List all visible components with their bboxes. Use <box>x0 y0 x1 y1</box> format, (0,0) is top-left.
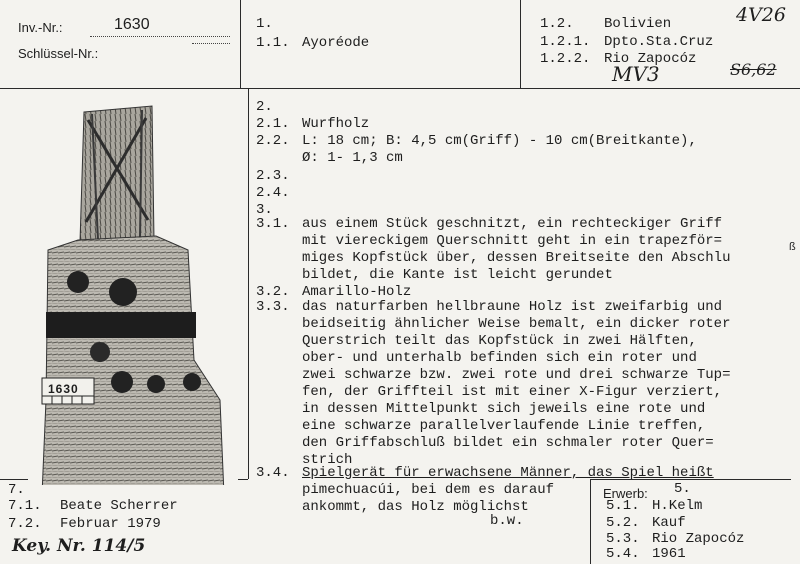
key-label: Schlüssel-Nr.: <box>18 46 99 61</box>
description-line: bildet, die Kante ist leicht gerundet <box>302 267 613 283</box>
field-number: 7.2. <box>8 516 42 532</box>
dimensions-line-2: Ø: 1- 1,3 cm <box>302 150 403 166</box>
material: Amarillo-Holz <box>302 284 412 300</box>
painting-line: zwei schwarze bzw. zwei rote und drei schwarze Tup= <box>302 367 731 383</box>
handwritten-code-top: 4V26 <box>736 4 786 26</box>
description-line: aus einem Stück geschnitzt, ein rechteckiger Griff <box>302 216 723 232</box>
country: Bolivien <box>604 16 672 32</box>
field-number: 1.2. <box>540 16 574 32</box>
field-number: 3.4. <box>256 465 290 481</box>
usage-line: pimechuacúi, bei dem es darauf <box>302 482 555 498</box>
field-2 <box>256 99 302 116</box>
field-5-1 <box>606 498 702 515</box>
field-number: 3.1. <box>256 216 290 232</box>
dimensions-line-1: L: 18 cm; B: 4,5 cm(Griff) - 10 cm(Breitkante), <box>302 133 697 149</box>
margin-mark: ß <box>789 242 796 254</box>
description-line: mit viereckigem Querschnitt geht in ein trapezför= <box>302 233 723 249</box>
field-number: 2.3. <box>256 168 290 184</box>
field-number: 3. <box>256 202 273 218</box>
handwritten-key-number: Key. Nr. 114/5 <box>12 536 146 556</box>
date: Februar 1979 <box>60 516 161 532</box>
inventory-label: Inv.-Nr.: <box>18 20 63 35</box>
header-vertical-line <box>240 0 241 88</box>
field-7 <box>8 482 42 499</box>
inventory-dotted-line <box>90 36 230 37</box>
field-number: 7. <box>8 482 25 498</box>
top-separator-line <box>0 88 800 89</box>
ethnic-group: Ayoréode <box>302 35 370 51</box>
field-5-2 <box>606 515 686 532</box>
field-number: 5.4. <box>606 546 640 562</box>
painting-line: den Griffabschluß bildet ein schmaler roter Quer= <box>302 435 714 451</box>
handwritten-number: S6,62 <box>730 60 777 79</box>
field-number: 3.3. <box>256 299 290 315</box>
field-number: 5.1. <box>606 498 640 514</box>
field-2-4 <box>256 185 302 202</box>
painting-line: eine schwarze parallelverlaufende Linie treffen, <box>302 418 706 434</box>
field-number: 2.4. <box>256 185 290 201</box>
field-7-2 <box>8 516 161 533</box>
field-number: 2.1. <box>256 116 290 132</box>
field-1 <box>256 16 302 33</box>
field-number: 1.2.2. <box>540 51 591 67</box>
painting-line: beidseitig ähnlicher Weise bemalt, ein dicker roter <box>302 316 731 332</box>
field-number: 5.2. <box>606 515 640 531</box>
field-number: 2. <box>256 99 273 115</box>
department: Dpto.Sta.Cruz <box>604 34 714 50</box>
usage-line: ankommt, das Holz möglichst <box>302 499 529 515</box>
acquisition-type: Kauf <box>652 515 686 531</box>
field-2-2 <box>256 133 697 167</box>
field-number: 1. <box>256 16 273 32</box>
field-number: 3.2. <box>256 284 290 300</box>
usage-line: Spielgerät für erwachsene Männer, das Spiel heißt <box>302 465 714 481</box>
acquisition-year: 1961 <box>652 546 686 562</box>
painting-line: in dessen Mittelpunkt sich jeweils eine rote und <box>302 401 706 417</box>
field-1-2 <box>540 16 671 33</box>
field-2-3 <box>256 168 302 185</box>
field-number: 7.1. <box>8 498 42 514</box>
field-1-1 <box>256 35 369 52</box>
painting-line: Querstrich teilt das Kopfstück in zwei Hälften, <box>302 333 697 349</box>
field-number: 1.1. <box>256 35 290 51</box>
painting-line: strich <box>302 452 353 468</box>
field-number: 5. <box>674 481 691 497</box>
field-number: 2.2. <box>256 133 290 149</box>
acquisition-place: Rio Zapocóz <box>652 531 745 547</box>
key-dotted-line <box>192 43 230 44</box>
inventory-number: 1630 <box>114 16 150 33</box>
continue-note: b.w. <box>490 513 524 529</box>
field-2-1 <box>256 116 369 133</box>
photo-label: 1630 <box>48 382 79 396</box>
object-name: Wurfholz <box>302 116 370 132</box>
field-5-4 <box>606 546 686 563</box>
painting-line: fen, der Griffteil ist mit einer X-Figur verziert, <box>302 384 723 400</box>
author: Beate Scherrer <box>60 498 178 514</box>
field-3-1 <box>256 216 730 284</box>
field-number: 1.2.1. <box>540 34 591 50</box>
header-vertical-line-2 <box>520 0 521 88</box>
field-1-2-1 <box>540 34 713 51</box>
throwing-stick-image <box>28 100 238 485</box>
field-5 <box>674 481 691 498</box>
description-line: miges Kopfstück über, dessen Breitseite den Abschlu <box>302 250 731 266</box>
painting-line: ober- und unterhalb befinden sich ein roter und <box>302 350 697 366</box>
collector: H.Kelm <box>652 498 703 514</box>
handwritten-mv: MV3 <box>612 62 660 86</box>
locality: Rio Zapocóz <box>604 51 697 67</box>
painting-line: das naturfarben hellbraune Holz ist zweifarbig und <box>302 299 723 315</box>
main-vertical-line <box>248 89 249 479</box>
object-photo <box>28 100 238 485</box>
field-3-3 <box>256 299 730 469</box>
field-7-1 <box>8 498 178 515</box>
field-number: 5.3. <box>606 531 640 547</box>
acquisition-title: Erwerb: <box>603 486 648 501</box>
